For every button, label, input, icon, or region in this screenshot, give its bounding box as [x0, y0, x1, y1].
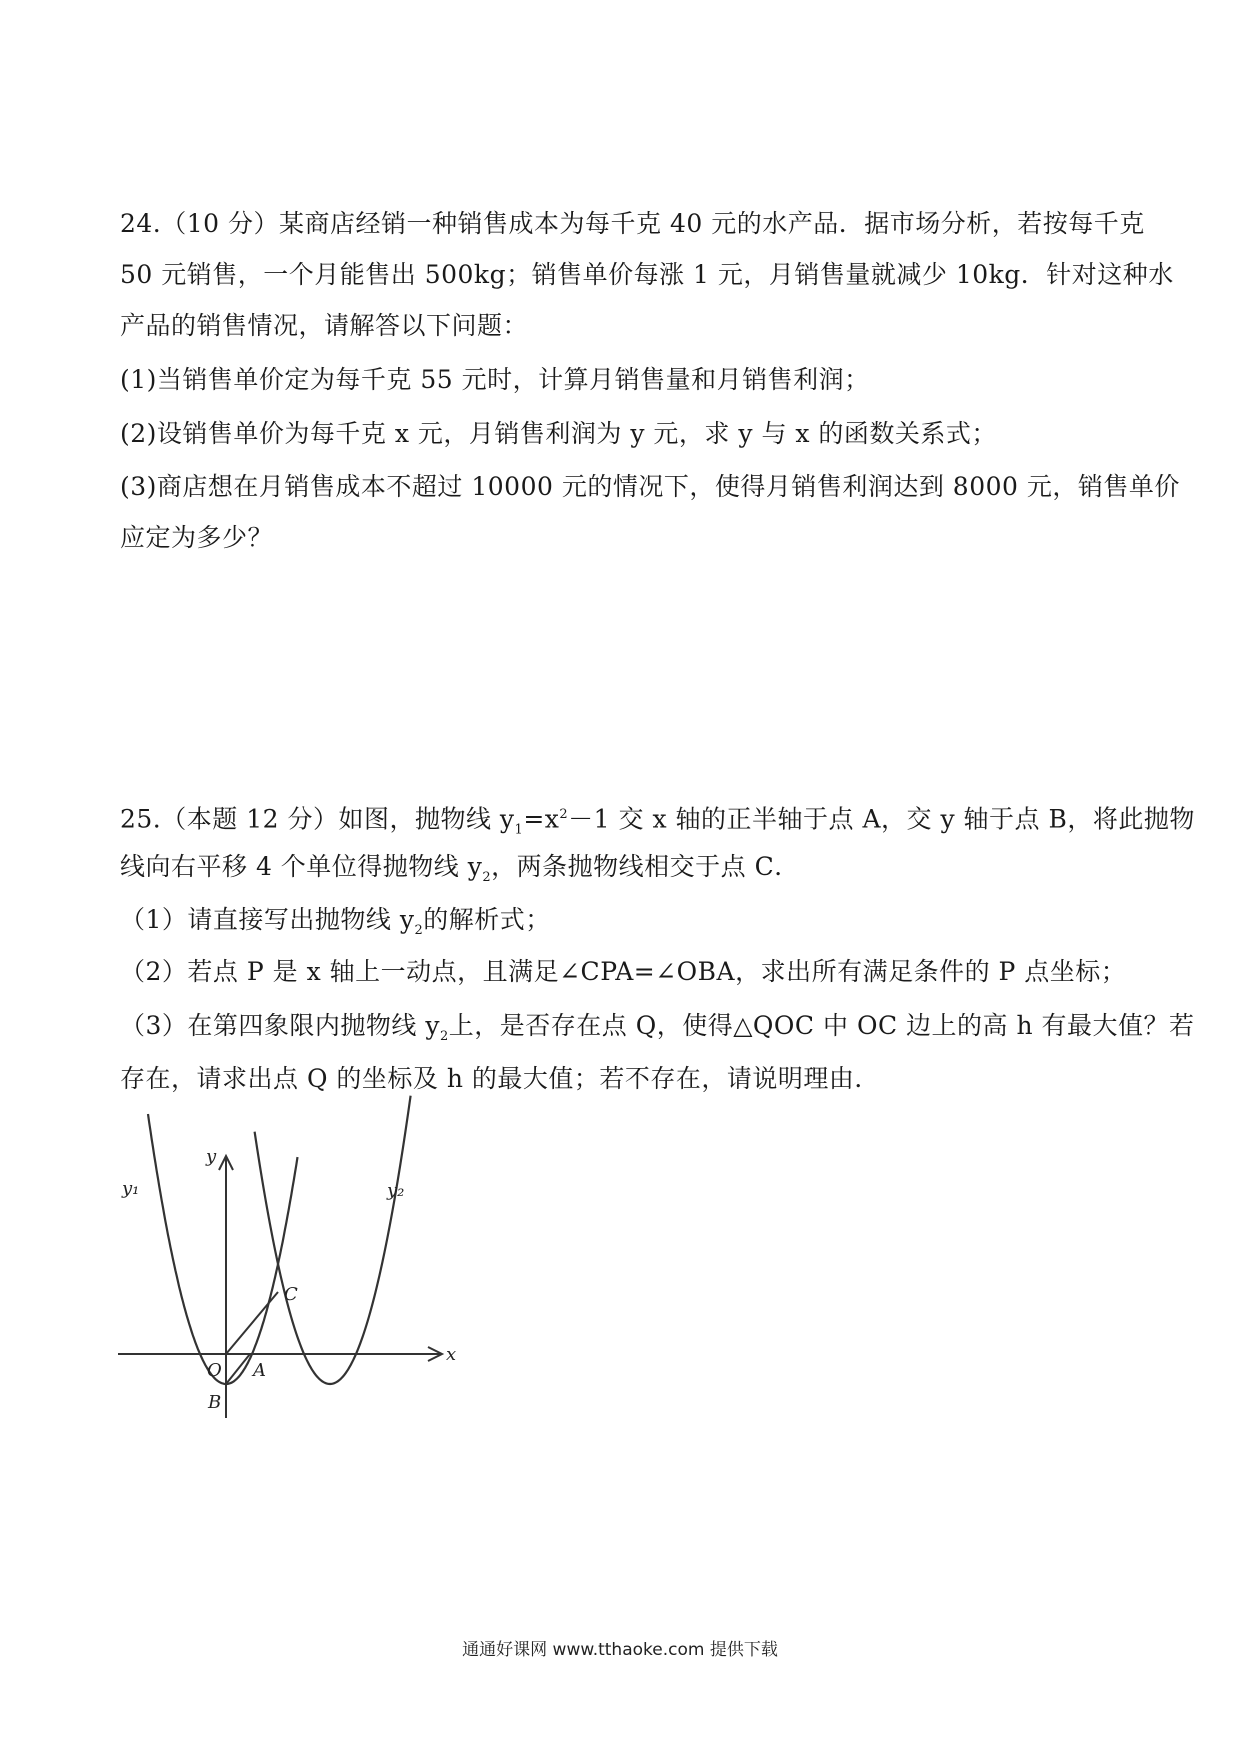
segment-OC — [226, 1292, 278, 1354]
label-A: A — [253, 1360, 266, 1381]
parabola-y2 — [255, 1096, 411, 1384]
segment-BA — [226, 1354, 250, 1384]
q25-part-1: （1）请直接写出抛物线 $y_2$的解析式； — [120, 905, 551, 938]
q25-part-3a: （3）在第四象限内抛物线 $y_2$上，是否存在点 Q，使得△QOC 中 OC 边上的高 h 有最大值？若 — [120, 1011, 1195, 1044]
footer-source: 通通好课网 www.tthaoke.com 提供下载 — [462, 1640, 778, 1660]
label-x: x — [446, 1344, 457, 1365]
label-y: y — [206, 1146, 217, 1167]
label-y1: y₁ — [122, 1178, 140, 1199]
q25-line-1: 25.（本题 12 分）如图，抛物线 $y_1=x^2-1$ 交 x 轴的正半轴于点 A，交 y 轴于点 B，将此抛物 — [120, 804, 1195, 838]
q24-part-2: (2)设销售单价为每千克 x 元，月销售利润为 y 元，求 y 与 x 的函数关系式； — [120, 419, 997, 448]
parabola-figure — [110, 1138, 470, 1438]
q24-line-1: 24.（10 分）某商店经销一种销售成本为每千克 40 元的水产品．据市场分析，若按每千克 — [120, 209, 1145, 238]
q24-line-3: 产品的销售情况，请解答以下问题： — [120, 311, 529, 340]
label-B: B — [208, 1392, 222, 1413]
q24-part-1: (1)当销售单价定为每千克 55 元时，计算月销售量和月销售利润； — [120, 365, 870, 394]
label-y2: y₂ — [387, 1180, 405, 1201]
q25-part-3b: 存在，请求出点 Q 的坐标及 h 的最大值；若不存在，请说明理由． — [120, 1064, 880, 1093]
label-O: O — [207, 1360, 222, 1381]
q25-line-2: 线向右平移 4 个单位得抛物线 $y_2$，两条抛物线相交于点 C． — [120, 852, 800, 885]
q24-part-3a: (3)商店想在月销售成本不超过 10000 元的情况下，使得月销售利润达到 8000 元，销售单价 — [120, 472, 1180, 501]
q24-part-3b: 应定为多少？ — [120, 523, 274, 552]
q24-line-2: 50 元销售，一个月能售出 500kg；销售单价每涨 1 元，月销售量就减少 10kg．针对这种水 — [120, 260, 1174, 289]
q25-part-2: （2）若点 P 是 x 轴上一动点，且满足∠CPA=∠OBA，求出所有满足条件的 P 点坐标； — [120, 957, 1127, 986]
label-C: C — [284, 1284, 298, 1305]
